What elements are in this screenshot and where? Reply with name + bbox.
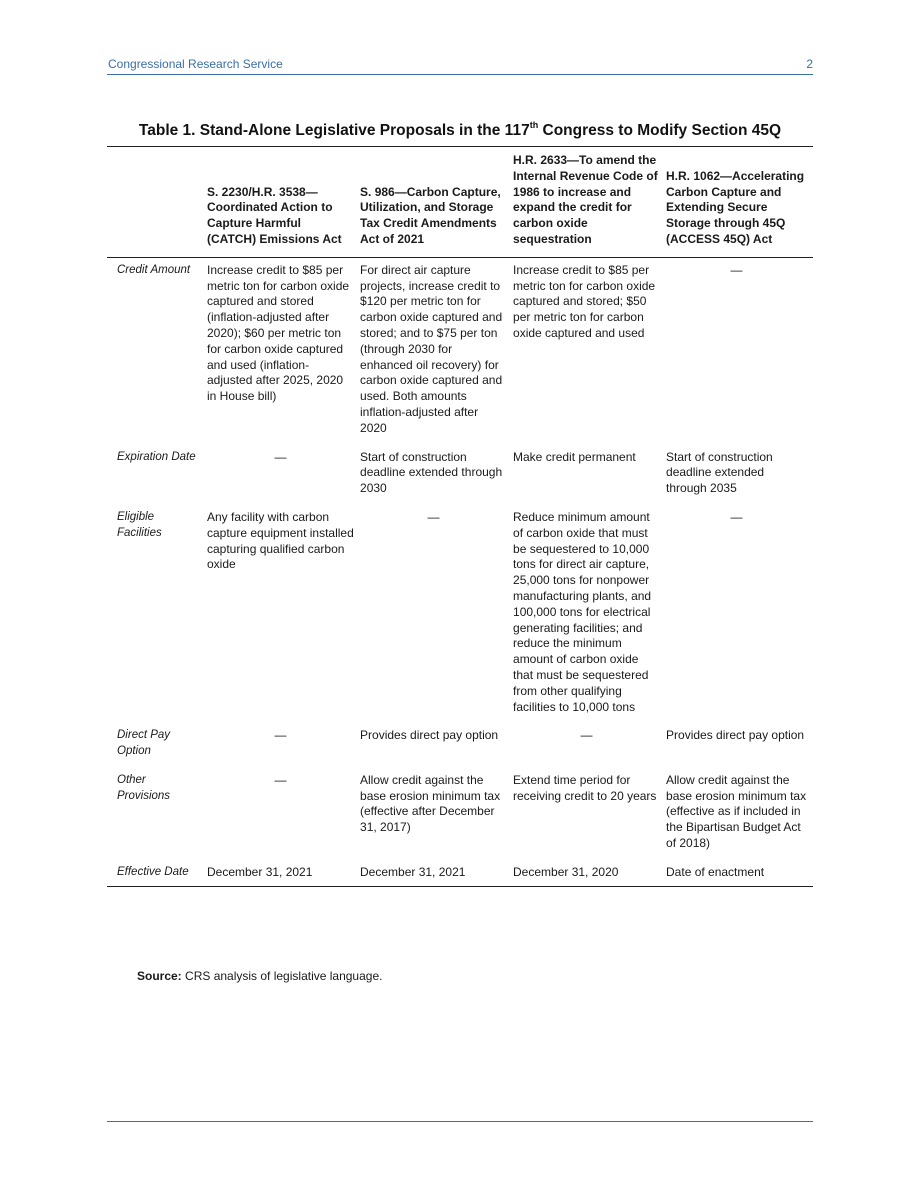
- table-cell: —: [580, 728, 593, 743]
- table-title-prefix: Table 1. Stand-Alone Legislative Proposals in the 117: [138, 122, 530, 140]
- table-row: [107, 257, 813, 444]
- table-cell: Allow credit against the base erosion minimum tax (effective after December 31, 2017): [360, 772, 501, 835]
- table-cell: December 31, 2020: [513, 864, 619, 879]
- table-title-superscript: th: [529, 120, 539, 130]
- header-page-number: 2: [806, 57, 813, 71]
- table-title: [107, 121, 813, 140]
- table-row: [107, 505, 813, 723]
- table-cell: Extend time period for receiving credit to 20 years: [513, 772, 657, 803]
- row-label-credit-amount: Credit Amount: [117, 263, 191, 276]
- row-label-eligible-facilities: Eligible Facilities: [117, 510, 162, 539]
- table-row: [107, 445, 813, 505]
- table-cell: —: [274, 449, 287, 464]
- column-header-s986: S. 986—Carbon Capture, Utilization, and Storage Tax Credit Amendments Act of 2021: [360, 184, 501, 246]
- table-cell: Increase credit to $85 per metric ton for carbon oxide captured and stored; $50 per metric ton for carbon oxide captured and used: [513, 262, 656, 340]
- table-cell: —: [730, 509, 743, 524]
- row-label-effective-date: Effective Date: [117, 865, 189, 878]
- table-cell: Provides direct pay option: [360, 728, 499, 743]
- table-cell: For direct air capture projects, increase credit to $120 per metric ton for carbon oxide captured and stored; and to $75 per ton (through 2030 for enhanced oil recovery) for carbon oxide captured and used. Both amounts inflation-adjusted after 2020: [360, 262, 503, 435]
- table-row: [107, 860, 813, 886]
- table-row: [107, 768, 813, 860]
- table-cell: December 31, 2021: [360, 864, 466, 879]
- table-cell: Allow credit against the base erosion minimum tax (effective as if included in the Bipartisan Budget Act of 2018): [666, 772, 807, 851]
- table-header-row: [107, 147, 813, 258]
- row-label-other-provisions: Other Provisions: [117, 773, 171, 802]
- table-cell: December 31, 2021: [207, 864, 313, 879]
- legislative-proposals-table: [107, 146, 813, 887]
- table-cell: Increase credit to $85 per metric ton for carbon oxide captured and stored (inflation-adjusted after 2020); $60 per metric ton for carbon oxide captured and used (inflation-adjusted after 2025, 2020 in House bill): [207, 262, 350, 404]
- table-cell: —: [274, 772, 287, 787]
- table-source-note: [137, 969, 382, 983]
- row-label-expiration-date: Expiration Date: [117, 450, 196, 463]
- row-label-direct-pay-option: Direct Pay Option: [117, 729, 171, 758]
- table-row: [107, 723, 813, 768]
- table-cell: Start of construction deadline extended through 2035: [666, 449, 773, 496]
- source-label: Source:: [137, 969, 182, 983]
- table-cell: Date of enactment: [666, 864, 765, 879]
- footer-rule: [107, 1121, 813, 1122]
- table-cell: Any facility with carbon capture equipment installed capturing qualified carbon oxide: [207, 509, 354, 572]
- table-cell: Start of construction deadline extended through 2030: [360, 449, 503, 496]
- table-title-suffix: Congress to Modify Section 45Q: [538, 122, 782, 140]
- header-rule: [107, 74, 813, 75]
- table-cell: Make credit permanent: [513, 449, 636, 464]
- column-header-catch-act: S. 2230/H.R. 3538—Coordinated Action to Capture Harmful (CATCH) Emissions Act: [207, 184, 342, 246]
- column-header-access-45q: H.R. 1062—Accelerating Carbon Capture and Extending Secure Storage through 45Q (ACCESS 45Q) Act: [666, 168, 805, 246]
- table-cell: —: [274, 728, 287, 743]
- table-cell: Provides direct pay option: [666, 728, 805, 743]
- table-cell: —: [427, 509, 440, 524]
- column-header-hr2633: H.R. 2633—To amend the Internal Revenue Code of 1986 to increase and expand the credit for carbon oxide sequestration: [513, 153, 658, 246]
- table-cell: —: [730, 262, 743, 277]
- source-text: CRS analysis of legislative language.: [181, 969, 383, 983]
- header-org-name: Congressional Research Service: [108, 57, 283, 71]
- table-cell: Reduce minimum amount of carbon oxide that must be sequestered to 10,000 tons for direct air capture, 25,000 tons for nonpower manufacturing plants, and 100,000 tons for electrical generating facilities; and reduce the minimum amount of carbon oxide that must be sequestered from other qualifying facilities to 10,000 tons: [513, 509, 652, 714]
